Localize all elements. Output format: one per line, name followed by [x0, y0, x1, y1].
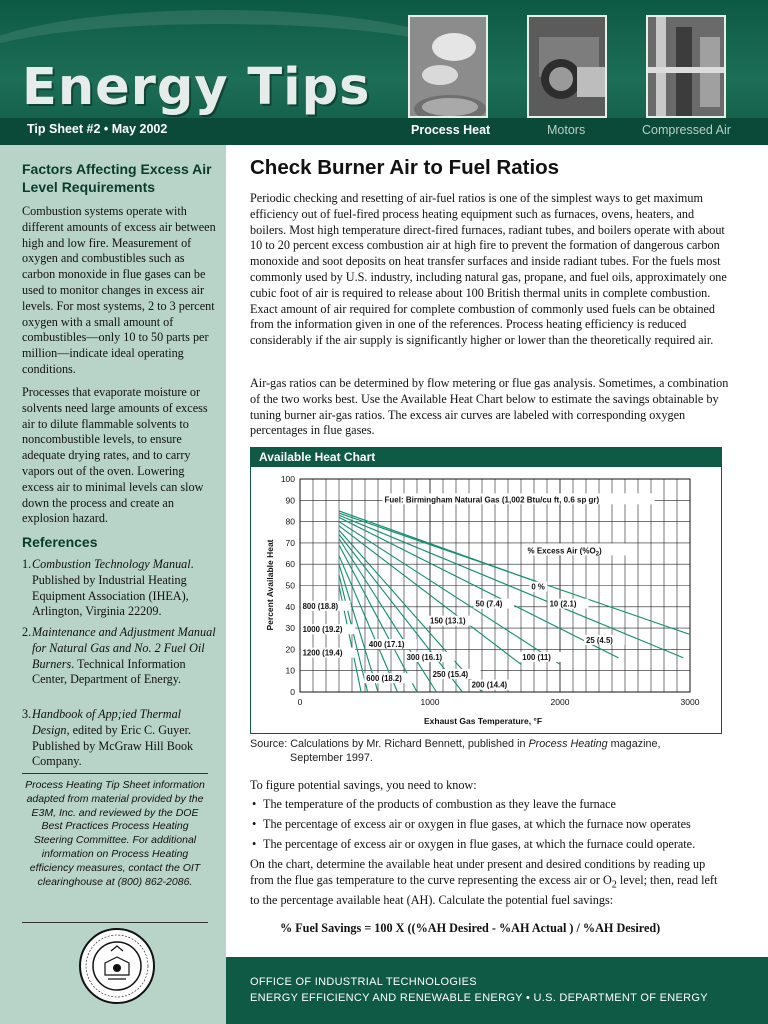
tip-sheet-label: Tip Sheet #2 • May 2002 [27, 122, 168, 136]
curve-label: 250 (15.4) [432, 669, 469, 679]
source-text-suffix: magazine, [607, 738, 661, 750]
reference-details: . Technical Information Center, Department of Energy. [32, 656, 186, 687]
y-tick-label: 90 [285, 495, 295, 506]
x-tick-label: 1000 [420, 697, 440, 707]
source-date: September 1997. [290, 751, 373, 764]
reference-details: , edited by Eric C. Guyer. Published by McGraw Hill Book Company. [32, 722, 194, 769]
y-axis-label: Percent Available Heat [265, 539, 275, 631]
intro-paragraph: Periodic checking and resetting of air-fuel ratios is one of the simplest ways to get maximum efficiency out of fuel-fired process heating equipment such as furnaces, ovens, heaters, and boilers. Most high temperature direct-fired furnaces, radiant tubes, and boilers operate with about 10 to 20 percent excess combustion air at high fire to prevent the formation of dangerous carbon monoxide and soot deposits on heat transfer surfaces and inside radiant tubes. For the fuels most commonly used by U.S. industry, including natural gas, propane, and fuel oils, approximately one cubic foot of air is required to release about 100 British thermal units in complete combustion. Exact amount of air required for complete combustion of commonly used fuels can be obtained from the information given in one of the references. Process heating efficiency is reduced considerably if the air supply is significantly higher or lower than the theoretically required air. [250, 191, 727, 348]
reference-details: . Published by Industrial Heating Equipment Association (IHEA), Arlington, Virginia 22209. [32, 557, 194, 619]
motors-photo [527, 15, 607, 118]
o2-subscript: 2 [611, 879, 617, 891]
method-paragraph: Air-gas ratios can be determined by flow metering or flue gas analysis. Sometimes, a combination of the two works best. Use the Available Heat Chart below to estimate the savings obtainable by tuning burner air-gas ratios. The excess air curves are labeled with corresponding oxygen percentages in flue gases. [250, 376, 729, 438]
doe-seal-logo [78, 927, 156, 1005]
reference-item [22, 557, 218, 620]
curve-label: 1000 (19.2) [302, 625, 343, 635]
curve-label: 600 (18.2) [366, 674, 402, 684]
source-magazine: Process Heating [528, 738, 608, 750]
curve-label: 400 (17.1) [368, 640, 405, 650]
footer-department: ENERGY EFFICIENCY AND RENEWABLE ENERGY • U.S. DEPARTMENT OF ENERGY [250, 992, 708, 1004]
reference-title: Combustion Technology Manual [32, 557, 191, 571]
nav-motors[interactable]: Motors [547, 123, 586, 137]
y-tick-label: 20 [285, 644, 295, 655]
curve-label: 300 (16.1) [406, 652, 443, 662]
y-tick-label: 30 [285, 623, 295, 634]
nav-process-heat[interactable]: Process Heat [411, 123, 491, 137]
y-tick-label: 100 [280, 474, 295, 484]
curve-label: 800 (18.8) [302, 601, 339, 611]
x-tick-label: 3000 [680, 697, 700, 707]
available-heat-chart [250, 447, 722, 734]
sidebar-credit-note: Process Heating Tip Sheet information adapted from material provided by the E3M, Inc. and reviewed by the DOE Best Practices Process Heating Steering Committee. For additional information on Process Heating efficiency measures, contact the OIT clearinghouse at (800) 862-2086. [25, 779, 205, 888]
sidebar-paragraph-2: Processes that evaporate moisture or solvents need large amounts of excess air to dilute flammable solvents to noncombustible levels, to ensure adequate drying rates, and to carry vapors out of the oven. Lowering excess air to minimal levels can slow down the process and create an explosion hazard. [22, 385, 208, 526]
reference-title: Handbook of App;ied Thermal Design [32, 707, 182, 737]
curve-label: 150 (13.1) [430, 616, 466, 626]
source-text: Source: Calculations by Mr. Richard Bennett, published in [250, 738, 529, 750]
compressed-air-photo [646, 15, 726, 118]
y-tick-label: 40 [285, 601, 295, 612]
chart-plot [251, 467, 721, 733]
curve-label: 200 (14.4) [471, 680, 508, 690]
reference-item [22, 625, 218, 688]
fuel-savings-formula: % Fuel Savings = 100 X ((%AH Desired - %AH Actual ) / %AH Desired) [280, 921, 661, 935]
list-item-text: The percentage of excess air or oxygen in flue gases, at which the furnace could operate. [263, 837, 696, 851]
sidebar-divider-bottom [22, 922, 208, 923]
excess-air-legend-label: % Excess Air $(\%O_2)$ [527, 546, 602, 558]
publication-title: Energy Tips [22, 58, 371, 117]
y-tick-label: 50 [285, 580, 295, 591]
reference-number: 3. [22, 707, 32, 721]
excess-air-curve [339, 513, 690, 634]
curve-label: 0 % [531, 582, 545, 592]
instructions-text-rest: level; then, read left to the percentage available heat (AH). Calculate the potential fuel savings: [250, 872, 718, 908]
y-tick-label: 10 [285, 665, 295, 676]
y-tick-label: 80 [285, 516, 295, 527]
sidebar-divider-top [22, 773, 208, 774]
instructions-paragraph [250, 857, 726, 909]
y-tick-label: 0 [290, 687, 295, 697]
know-intro: To figure potential savings, you need to know: [250, 778, 477, 792]
curve-label: 100 (11) [522, 652, 551, 662]
footer-bar [226, 957, 768, 1024]
reference-number: 2. [22, 625, 32, 639]
sidebar-paragraph-1: Combustion systems operate with different amounts of excess air between high and low fire. Measurement of oxygen and combustibles such as carbon monoxide in flue gases can be used to monitor changes in excess air levels. For most systems, 2 to 3 percent oxygen with a small amount of combustibles—only 10 to 50 parts per million—indicate ideal operating conditions. [22, 204, 216, 376]
process-heat-photo [408, 15, 488, 118]
excess-air-curve [339, 534, 463, 692]
instructions-text: On the chart, determine the available heat under present and desired conditions by reading up from the flue gas temperature to the curve representing the excess air or O [250, 857, 706, 887]
excess-air-curve [339, 515, 684, 658]
reference-number: 1. [22, 557, 32, 571]
footer-office: OFFICE OF INDUSTRIAL TECHNOLOGIES [250, 976, 477, 988]
reference-title: Maintenance and Adjustment Manual for Natural Gas and No. 2 Fuel Oil Burners [32, 625, 216, 671]
x-axis-label: Exhaust Gas Temperature, °F [423, 716, 543, 726]
curve-label: 25 (4.5) [586, 635, 613, 645]
references-heading: References [22, 534, 98, 550]
y-tick-label: 60 [285, 559, 295, 570]
sidebar-heading: Factors Affecting Excess Air Level Requirements [22, 161, 212, 195]
curve-label: 50 (7.4) [475, 599, 503, 609]
curve-label: 1200 (19.4) [302, 648, 343, 658]
nav-compressed-air[interactable]: Compressed Air [642, 123, 731, 137]
x-tick-label: 2000 [550, 697, 570, 707]
fuel-annotation: Fuel: Birmingham Natural Gas (1,002 Btu/cu ft, 0.6 sp gr) [384, 495, 600, 505]
chart-source [250, 738, 720, 765]
list-item-text: The temperature of the products of combustion as they leave the furnace [263, 797, 616, 811]
excess-air-curve [339, 556, 398, 692]
x-tick-label: 0 [297, 697, 303, 707]
curve-label: 10 (2.1) [549, 599, 577, 609]
reference-item [22, 707, 218, 770]
y-tick-label: 70 [285, 537, 295, 548]
list-item-text: The percentage of excess air or oxygen in flue gases, at which the furnace now operates [263, 817, 691, 831]
page-title: Check Burner Air to Fuel Ratios [250, 156, 560, 179]
chart-heading: Available Heat Chart [251, 448, 721, 467]
